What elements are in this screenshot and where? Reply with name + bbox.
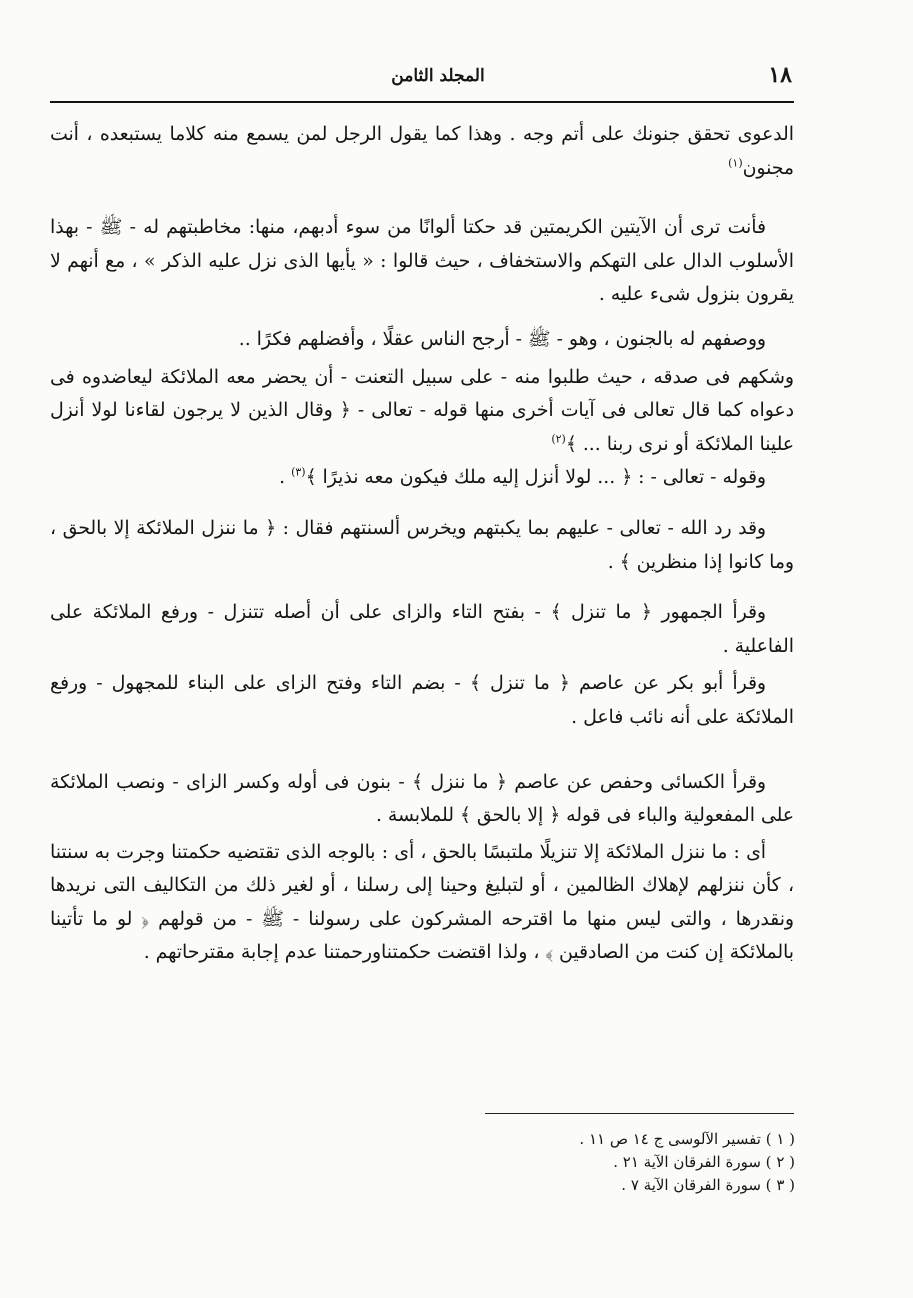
paragraph-8: وقرأ أبو بكر عن عاصم ﴿ ما تنزل ﴾ - بضم التاء وفتح الزاى على البناء للمجهول - ورفع الملائكة على أنه نائب فاعل . bbox=[50, 673, 794, 728]
footnote-ref-3: (٣) bbox=[291, 466, 306, 480]
header-rule bbox=[50, 101, 794, 103]
paragraph-1 bbox=[50, 118, 794, 185]
paragraph-3: ووصفهم له بالجنون ، وهو - ﷺ - أرجح الناس عقلًا ، وأفضلهم فكرًا .. bbox=[238, 328, 766, 350]
footnote-ref-1: (١) bbox=[728, 156, 743, 170]
paragraph-7: وقرأ الجمهور ﴿ ما تنزل ﴾ - بفتح التاء والزاى على أن أصله تتنزل - ورفع الملائكة على الفاعلية . bbox=[50, 602, 794, 657]
footnote-ref-2: (٢) bbox=[551, 432, 566, 446]
footnote-1: ( ١ ) تفسير الآلوسى ج ١٤ ص ١١ . bbox=[579, 1130, 795, 1148]
page-header bbox=[48, 58, 794, 98]
paragraph-4-text: وشكهم فى صدقه ، حيث طلبوا منه - على سبيل التعنت - أن يحضر معه الملائكة ليعاضدوه فى دعواه كما قال تعالى فى آيات أخرى منها قوله - تعالى - ﴿ وقال الذين لا يرجون لقاءنا لولا أنزل علينا الملائكة أو نرى ربنا ... ﴾ bbox=[50, 366, 794, 455]
running-title: المجلد الثامن bbox=[391, 66, 485, 86]
paragraph-5-text: وقوله - تعالى - : ﴿ ... لولا أنزل إليه ملك فيكون معه نذيرًا ﴾ bbox=[305, 467, 766, 489]
main-text bbox=[50, 118, 794, 970]
paragraph-4 bbox=[50, 361, 794, 462]
footnote-rule bbox=[485, 1113, 794, 1114]
paragraph-9: وقرأ الكسائى وحفص عن عاصم ﴿ ما ننزل ﴾ - بنون فى أوله وكسر الزاى - ونصب الملائكة على المفعولية والباء فى قوله ﴿ إلا بالحق ﴾ للملابسة . bbox=[50, 771, 794, 827]
footnote-2: ( ٢ ) سورة الفرقان الآية ٢١ . bbox=[613, 1153, 795, 1171]
footnote-3: ( ٣ ) سورة الفرقان الآية ٧ . bbox=[621, 1176, 795, 1194]
paragraph-2: فأنت ترى أن الآيتين الكريمتين قد حكتا ألوانًا من سوء أدبهم، منها: مخاطبتهم له - ﷺ - بهذا الأسلوب الدال على التهكم والاستخفاف ، حيث قالوا : « يأيها الذى نزل عليه الذكر » ، مع أنهم لا يقرون بنزول شىء عليه . bbox=[50, 217, 794, 306]
paragraph-10: أى : ما ننزل الملائكة إلا تنزيلًا ملتبسًا بالحق ، أى : بالوجه الذى تقتضيه حكمتنا وجرت به سنتنا ، كأن ننزلهم لإهلاك الظالمين ، أو لتبليغ وحينا إلى رسلنا ، أو لغير ذلك من التكاليف التى نريدها ونقدرها ، والتى ليس منها ما اقترحه المشركون على رسولنا - ﷺ - من قولهم ﴿ لو ما تأتينا بالملائكة إن كنت من الصادقين ﴾ ، ولذا اقتضت حكمتناورحمتنا عدم إجابة مقترحاتهم . bbox=[50, 841, 794, 964]
paragraph-6: وقد رد الله - تعالى - عليهم بما يكبتهم ويخرس ألسنتهم فقال : ﴿ ما ننزل الملائكة إلا بالحق ، وما كانوا إذا منظرين ﴾ . bbox=[50, 517, 794, 573]
paragraph-5: وقوله - تعالى - : ﴿ ... لولا أنزل إليه ملك فيكون معه نذيرًا ﴾$^{(٣)}$ . bbox=[279, 466, 766, 489]
page-number: ١٨ bbox=[768, 62, 792, 88]
footnotes bbox=[465, 1128, 795, 1197]
paragraph-1-text: الدعوى تحقق جنونك على أتم وجه . وهذا كما يقول الرجل لمن يسمع منه كلاما يستبعده ، أنت مجنون bbox=[50, 124, 794, 179]
